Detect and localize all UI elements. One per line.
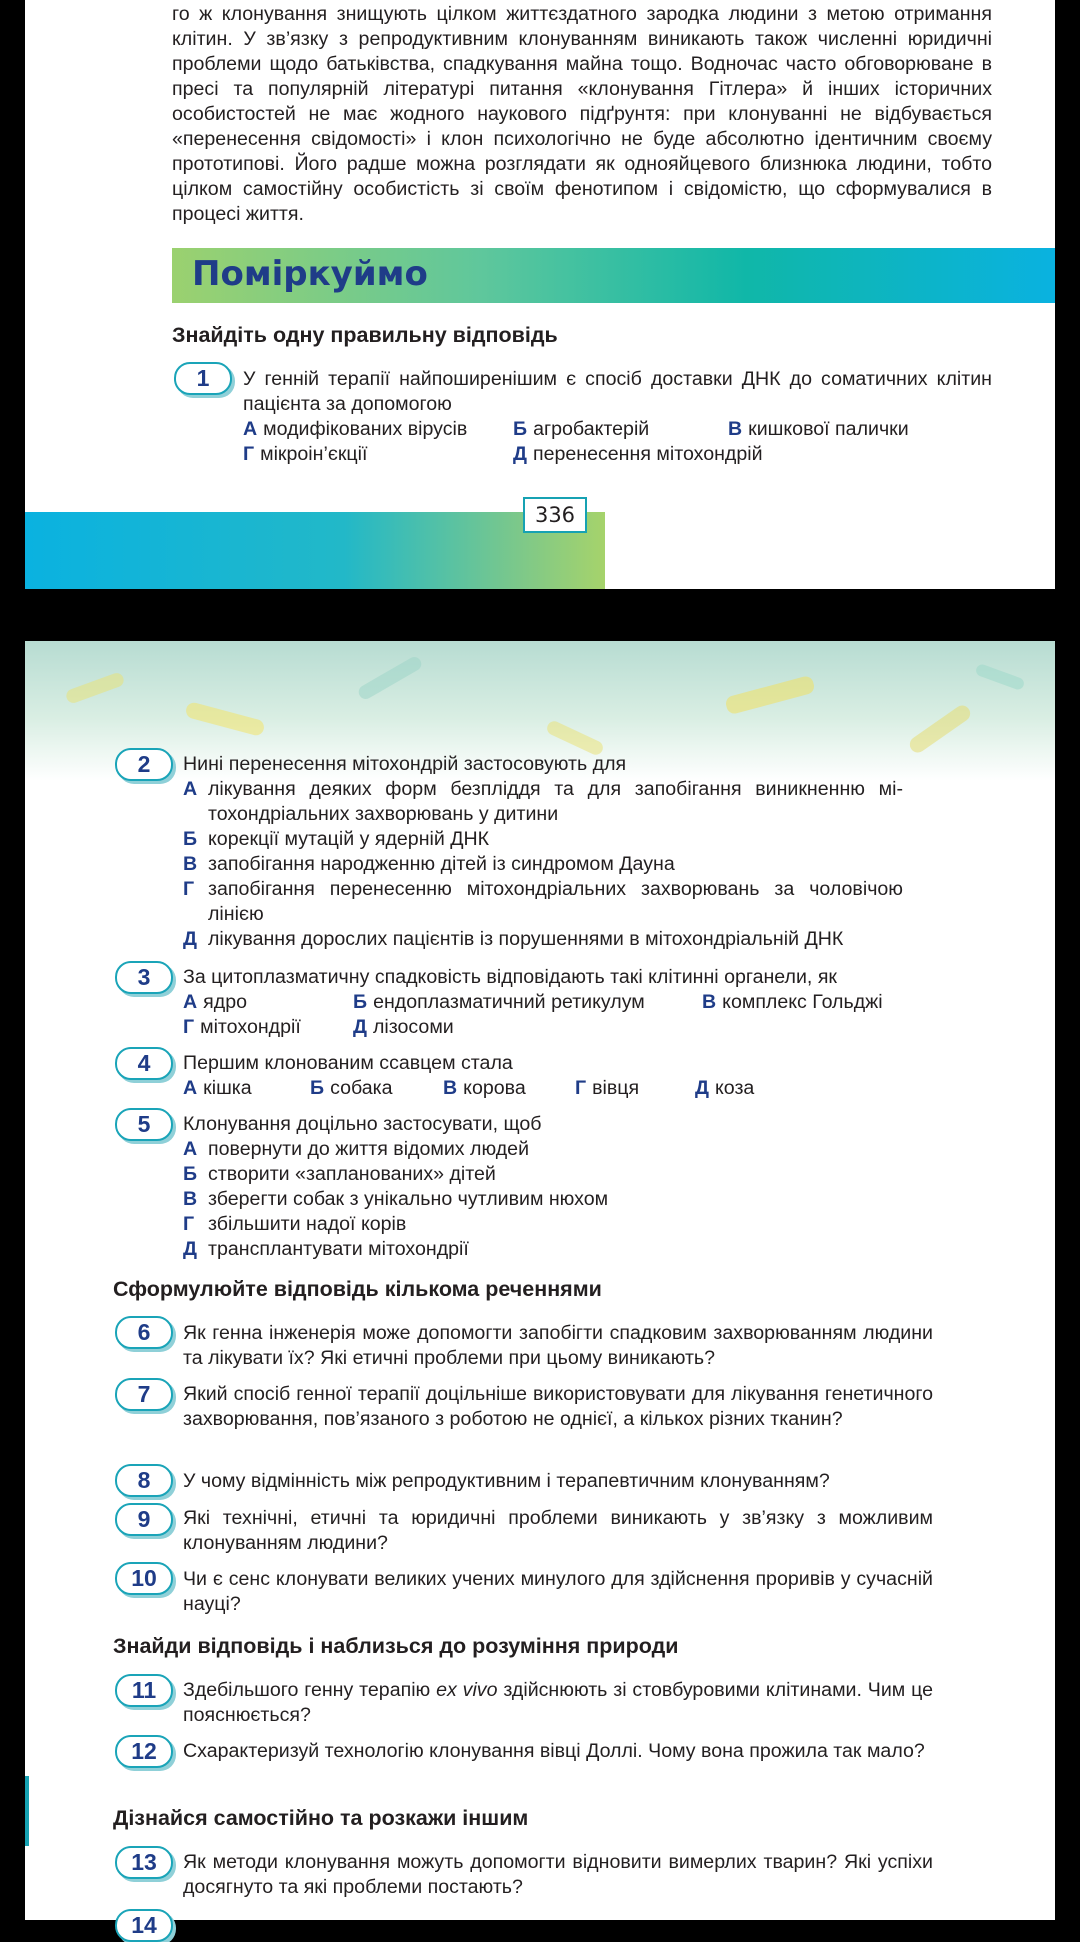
question-number-badge: 9	[115, 1503, 173, 1536]
decorative-pill-icon	[907, 702, 974, 755]
answer-option[interactable]: В корова	[443, 1077, 526, 1099]
question-text: Клонування доцільно застосувати, щоб	[183, 1113, 542, 1135]
question-number-badge: 5	[115, 1108, 173, 1141]
question-text: Чи є сенс клонувати великих учених минулого для здійснення проривів у сучасній науці?	[183, 1568, 933, 1615]
question-text: Першим клонованим ссавцем стала	[183, 1052, 513, 1074]
question-number-badge: 10	[115, 1562, 173, 1595]
decorative-pill-icon	[64, 671, 125, 705]
answer-option[interactable]: В кишкової палички	[728, 418, 909, 440]
answer-option[interactable]: Г запобігання перенесенню мітохондріальних захворювань за чоловічою лінією	[183, 878, 903, 925]
question-text: Здебільшого генну терапію ex vivo здійснюють зі стовбуровими клітинами. Чим це пояснюється?	[183, 1679, 933, 1726]
question-number-badge: 4	[115, 1047, 173, 1080]
footer-band	[25, 512, 605, 589]
section-heading-find-answer: Знайди відповідь і наблизься до розуміння природи	[113, 1634, 679, 1658]
textbook-page-337	[25, 641, 1055, 1938]
answer-option[interactable]: Б агробактерій	[513, 418, 650, 440]
textbook-page-336	[25, 0, 1055, 589]
decorative-pill-icon	[724, 675, 816, 716]
answer-option[interactable]: Д коза	[695, 1077, 755, 1099]
question-number-badge: 14	[115, 1909, 173, 1942]
answer-option[interactable]: А кішка	[183, 1077, 252, 1099]
answer-option[interactable]: А повернути до життя відомих людей	[183, 1138, 530, 1160]
answer-option[interactable]: В запобігання народженню дітей із синдромом Дауна	[183, 853, 675, 875]
answer-option[interactable]: Г мітохондрії	[183, 1016, 301, 1038]
answer-option[interactable]: В зберегти собак з унікально чутливим нюхом	[183, 1188, 609, 1210]
answer-option[interactable]: А лікування деяких форм безпліддя та для запобігання виникненню мітохондріальних захворювань у дитини	[183, 778, 903, 825]
banner-title: Поміркуймо	[192, 254, 428, 294]
left-edge-marker	[25, 1776, 29, 1846]
answer-option[interactable]: Д лізосоми	[353, 1016, 454, 1038]
question-text: У генній терапії найпоширенішим є спосіб доставки ДНК до соматичних клітин пацієнта за допомогою	[243, 368, 992, 415]
answer-option[interactable]: Г мікроін’єкції	[243, 443, 368, 465]
question-number-badge: 8	[115, 1464, 173, 1497]
decorative-pill-icon	[974, 663, 1025, 691]
question-text: Який спосіб генної терапії доцільніше використовувати для лікування генетичного захворювання, пов’язаного з роботою не однієї, а кількох різних тканин?	[183, 1383, 933, 1430]
question-text: Як методи клонування можуть допомогти відновити вимерлих тварин? Які успіхи досягнуто та які проблеми постають?	[183, 1851, 933, 1898]
question-text: Як генна інженерія може допомогти запобігти спадковим захворюванням людини та лікувати їх? Які етичні проблеми при цьому виникають?	[183, 1322, 933, 1369]
question-text: Нині перенесення мітохондрій застосовують для	[183, 753, 627, 775]
answer-option[interactable]: Д трансплантувати мітохондрії	[183, 1238, 469, 1260]
section-heading-single-answer: Знайдіть одну правильну відповідь	[172, 323, 558, 347]
question-text: Які технічні, етичні та юридичні проблеми виникають у зв’язку з можливим клонуванням людини?	[183, 1507, 933, 1554]
answer-option[interactable]: Д перенесення мітохондрій	[513, 443, 763, 465]
section-banner	[172, 248, 1055, 303]
question-number-badge: 12	[115, 1735, 173, 1768]
answer-option[interactable]: А ядро	[183, 991, 247, 1013]
question-text: За цитоплазматичну спадковість відповідають такі клітинні органели, як	[183, 966, 837, 988]
question-text: Схарактеризуй технологію клонування вівці Доллі. Чому вона прожила так мало?	[183, 1740, 925, 1762]
question-number-badge: 13	[115, 1846, 173, 1879]
decorative-pill-icon	[356, 654, 424, 701]
page-number: 336	[523, 497, 587, 533]
question-text: У чому відмінність між репродуктивним і терапевтичним клонуванням?	[183, 1470, 830, 1492]
answer-option[interactable]: Г збільшити надої корів	[183, 1213, 407, 1235]
answer-option[interactable]: Г вівця	[575, 1077, 640, 1099]
answer-option[interactable]: Б ендоплазматичний ретикулум	[353, 991, 645, 1013]
decorative-pill-icon	[184, 701, 265, 737]
question-number-badge: 11	[115, 1674, 173, 1707]
answer-option[interactable]: В комплекс Гольджі	[702, 991, 883, 1013]
question-number-badge: 2	[115, 748, 173, 781]
answer-option[interactable]: Б корекції мутацій у ядерній ДНК	[183, 828, 490, 850]
body-paragraph: го ж клонування знищують цілком життєздатного зародка людини з метою отримання клітин. У зв’язку з репродуктивним клонуванням виникають також численні юридичні проблеми щодо батьківства, спадкування майна тощо. Водночас часто обговорюване в пресі та популярній літературі питання «клонування Гітлера» й інших історичних особистостей не має жодного наукового підґрунтя: при клонуванні не відбувається «перенесення свідомості» і клон психологічно не буде абсолютно ідентичним своєму прототипові. Його радше можна розглядати як однояйцевого близнюка людини, тобто цілком самостійну особистість зі своїм фенотипом і свідомістю, що сформувалися в процесі життя.	[172, 3, 992, 225]
section-heading-discover: Дізнайся самостійно та розкажи іншим	[113, 1806, 529, 1830]
answer-option[interactable]: Д лікування дорослих пацієнтів із порушеннями в мітохондріальній ДНК	[183, 928, 844, 950]
question-number-badge: 3	[115, 961, 173, 994]
question-number-badge: 6	[115, 1316, 173, 1349]
question-number-badge: 7	[115, 1378, 173, 1411]
answer-option[interactable]: Б створити «запланованих» дітей	[183, 1163, 496, 1185]
answer-option[interactable]: А модифікованих вірусів	[243, 418, 468, 440]
answer-option[interactable]: Б собака	[310, 1077, 393, 1099]
section-heading-short-answer: Сформулюйте відповідь кількома реченнями	[113, 1277, 602, 1301]
question-number-badge: 1	[174, 362, 232, 395]
